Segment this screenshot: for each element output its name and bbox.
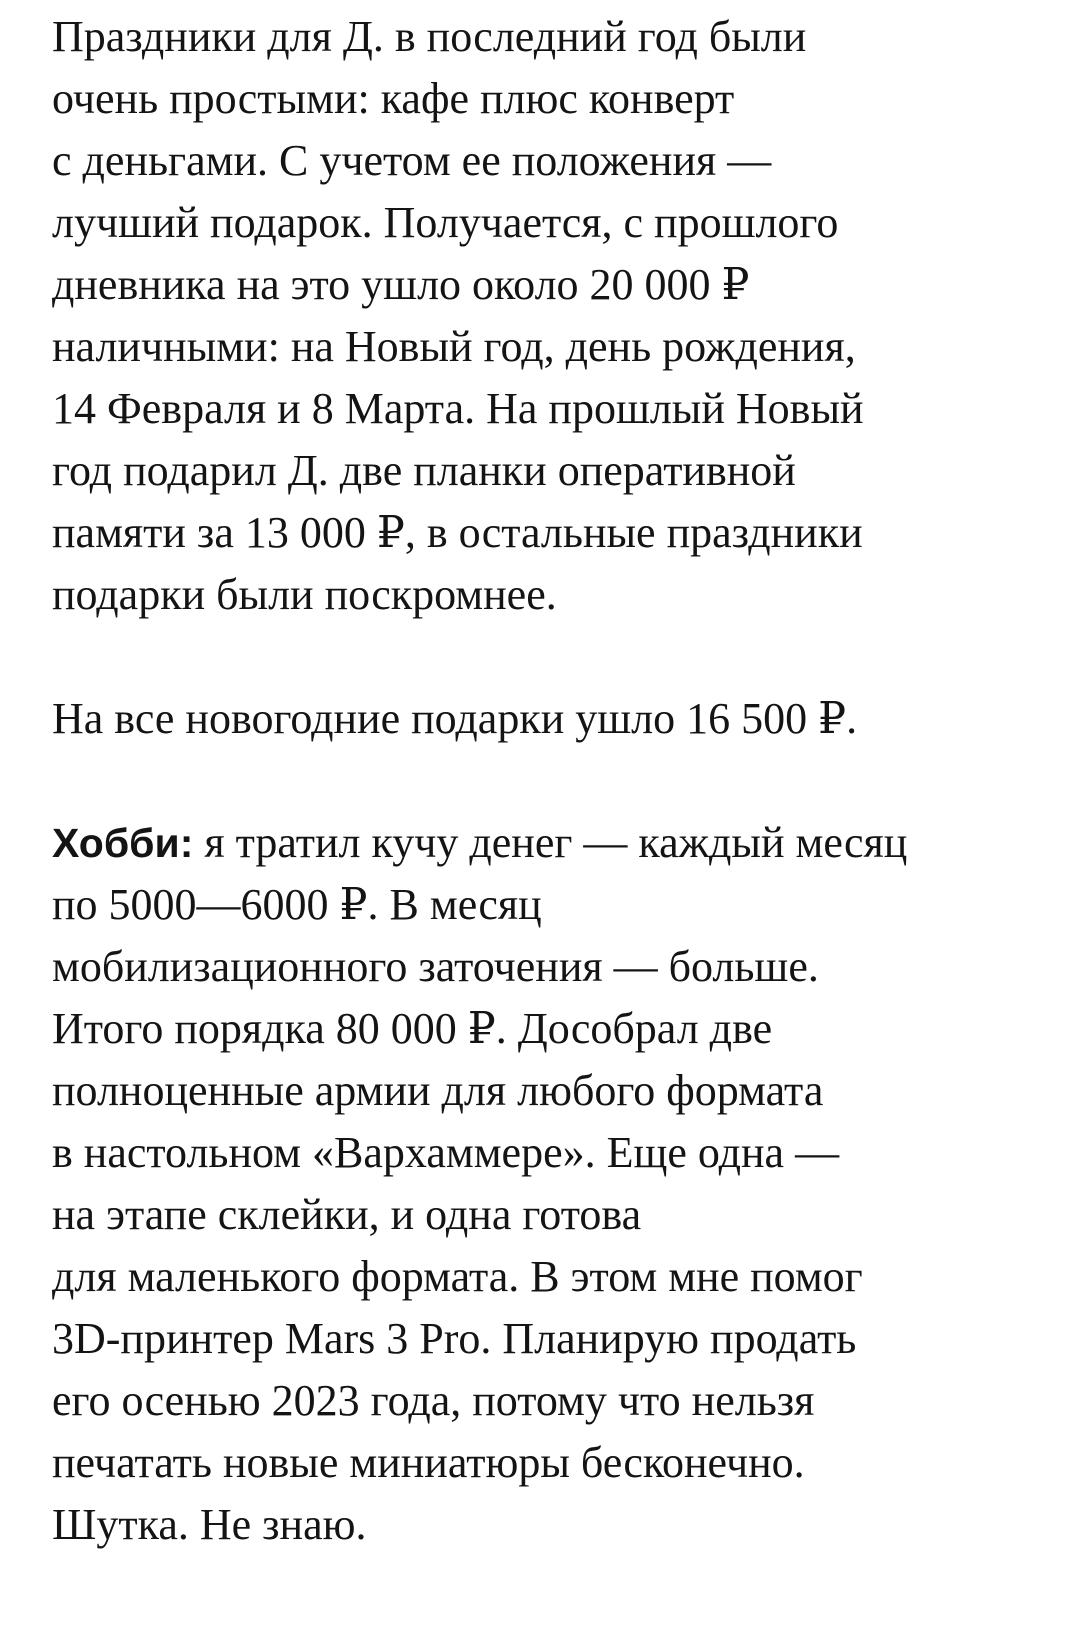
text-line: На все новогодние подарки ушло 16 500 ₽.	[52, 694, 858, 743]
text-line: 14 Февраля и 8 Марта. На прошлый Новый	[52, 384, 864, 433]
text-line: печатать новые миниатюры бесконечно.	[52, 1438, 805, 1487]
article-body	[52, 6, 1052, 1556]
paragraph-holidays	[52, 6, 1052, 626]
text-line: Шутка. Не знаю.	[52, 1500, 367, 1549]
text-line: наличными: на Новый год, день рождения,	[52, 322, 856, 371]
text-line: полноценные армии для любого формата	[52, 1066, 824, 1115]
text-line: дневника на это ушло около 20 000 ₽	[52, 260, 750, 309]
text-line: на этапе склейки, и одна готова	[52, 1190, 642, 1239]
paragraph-new-year-gifts	[52, 688, 1052, 750]
text-line: год подарил Д. две планки оперативной	[52, 446, 796, 495]
hobby-lead-label: Хобби:	[52, 820, 194, 866]
text-line: в настольном «Вархаммере». Еще одна —	[52, 1128, 840, 1177]
text-line: 3D-принтер Mars 3 Pro. Планирую продать	[52, 1314, 857, 1363]
text-line: очень простыми: кафе плюс конверт	[52, 74, 735, 123]
text-line: подарки были поскромнее.	[52, 570, 557, 619]
paragraph-hobby	[52, 812, 1052, 1556]
text-line	[52, 812, 1052, 874]
text-line: с деньгами. С учетом ее положения —	[52, 136, 772, 185]
text-line: лучший подарок. Получается, с прошлого	[52, 198, 839, 247]
text-line: мобилизационного заточения — больше.	[52, 942, 819, 991]
text-line: по 5000—6000 ₽. В месяц	[52, 880, 542, 929]
text-line: для маленького формата. В этом мне помог	[52, 1252, 863, 1301]
text-line: памяти за 13 000 ₽, в остальные праздники	[52, 508, 863, 557]
text-line: Итого порядка 80 000 ₽. Дособрал две	[52, 1004, 773, 1053]
text-line: Праздники для Д. в последний год были	[52, 12, 807, 61]
text-fragment: я тратил кучу денег — каждый месяц	[193, 818, 908, 867]
text-line: его осенью 2023 года, потому что нельзя	[52, 1376, 815, 1425]
